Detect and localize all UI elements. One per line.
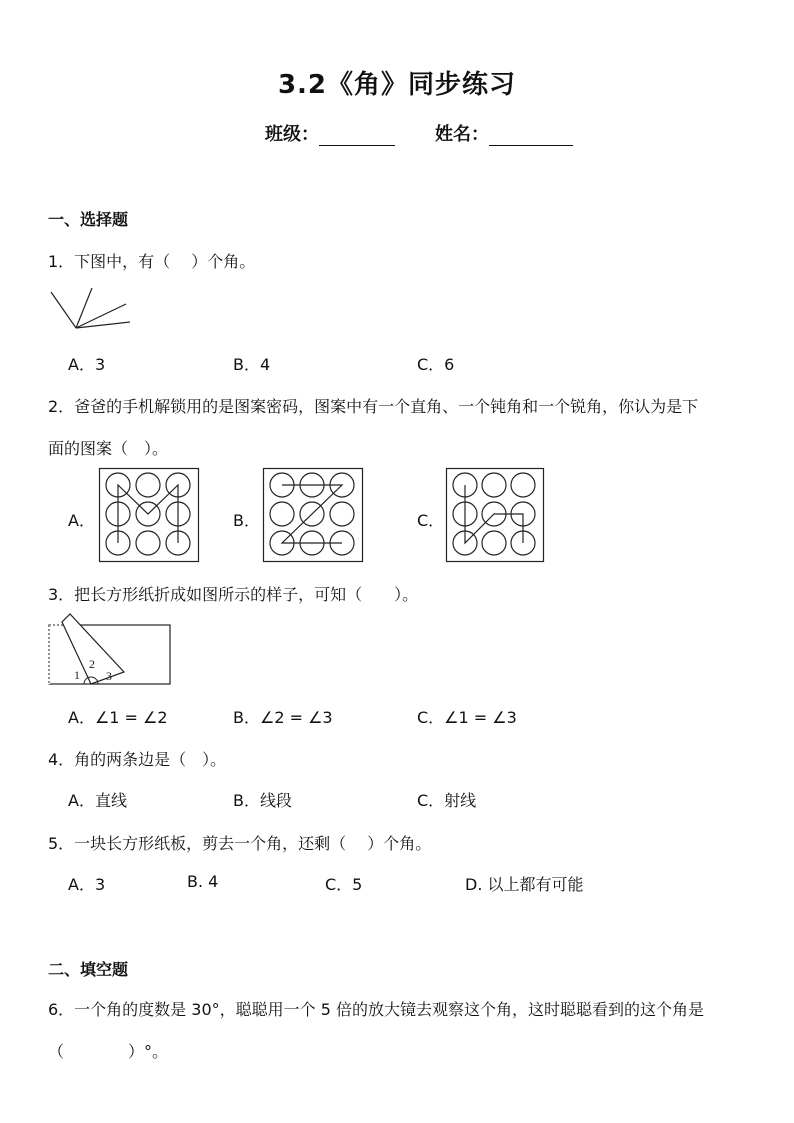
q3-option-a[interactable]: A．∠1 = ∠2	[68, 708, 168, 727]
q4-option-c[interactable]: C．射线	[417, 791, 477, 810]
q3-fold-figure	[46, 612, 174, 688]
q5-option-a[interactable]: A．3	[68, 875, 106, 894]
question-4-text: 4．角的两条边是（ ）。	[48, 750, 227, 769]
q1-option-a[interactable]: A．3	[68, 355, 106, 374]
name-field	[435, 120, 573, 146]
q3-angle-label-3: 3	[106, 669, 112, 683]
class-blank[interactable]	[319, 125, 395, 146]
q3-option-c[interactable]: C．∠1 = ∠3	[417, 708, 517, 727]
q1-angle-figure	[46, 284, 136, 332]
question-1-text: 1．下图中，有（ ）个角。	[48, 252, 256, 271]
q3-angle-label-1: 1	[74, 668, 80, 682]
q2-label-a[interactable]: A．	[68, 511, 95, 530]
q2-pattern-b[interactable]	[263, 468, 363, 562]
section-title-fill: 二、填空题	[48, 960, 129, 979]
q1-option-c[interactable]: C．6	[417, 355, 455, 374]
q2-label-c[interactable]: C．	[417, 511, 445, 530]
question-6-line-1: 6．一个角的度数是 30°，聪聪用一个 5 倍的放大镜去观察这个角，这时聪聪看到的这个角是	[48, 1000, 704, 1019]
q4-option-a[interactable]: A．直线	[68, 791, 127, 810]
question-5-text: 5．一块长方形纸板，剪去一个角，还剩（ ）个角。	[48, 834, 432, 853]
q5-option-d[interactable]: D. 以上都有可能	[465, 875, 584, 894]
question-2-line-2: 面的图案（ ）。	[48, 439, 169, 458]
q3-option-b[interactable]: B．∠2 = ∠3	[233, 708, 333, 727]
class-field	[265, 120, 395, 146]
class-label: 班级：	[265, 124, 319, 145]
q5-option-b[interactable]: B. 4	[187, 872, 219, 891]
page-title: 3.2《角》同步练习	[277, 70, 517, 100]
q2-pattern-a[interactable]	[99, 468, 199, 562]
q4-option-b[interactable]: B．线段	[233, 791, 292, 810]
q2-label-b[interactable]: B．	[233, 511, 260, 530]
question-6-line-2[interactable]: （ ）°。	[48, 1042, 169, 1061]
q2-pattern-c[interactable]	[446, 468, 544, 562]
q1-option-b[interactable]: B．4	[233, 355, 271, 374]
section-title-choice: 一、选择题	[48, 210, 129, 229]
question-2-line-1: 2．爸爸的手机解锁用的是图案密码，图案中有一个直角、一个钝角和一个锐角，你认为是下	[48, 397, 699, 416]
q3-angle-label-2: 2	[89, 657, 95, 671]
q5-option-c[interactable]: C．5	[325, 875, 363, 894]
name-label: 姓名：	[435, 124, 489, 145]
name-blank[interactable]	[489, 125, 573, 146]
question-3-text: 3．把长方形纸折成如图所示的样子，可知（ ）。	[48, 585, 419, 604]
